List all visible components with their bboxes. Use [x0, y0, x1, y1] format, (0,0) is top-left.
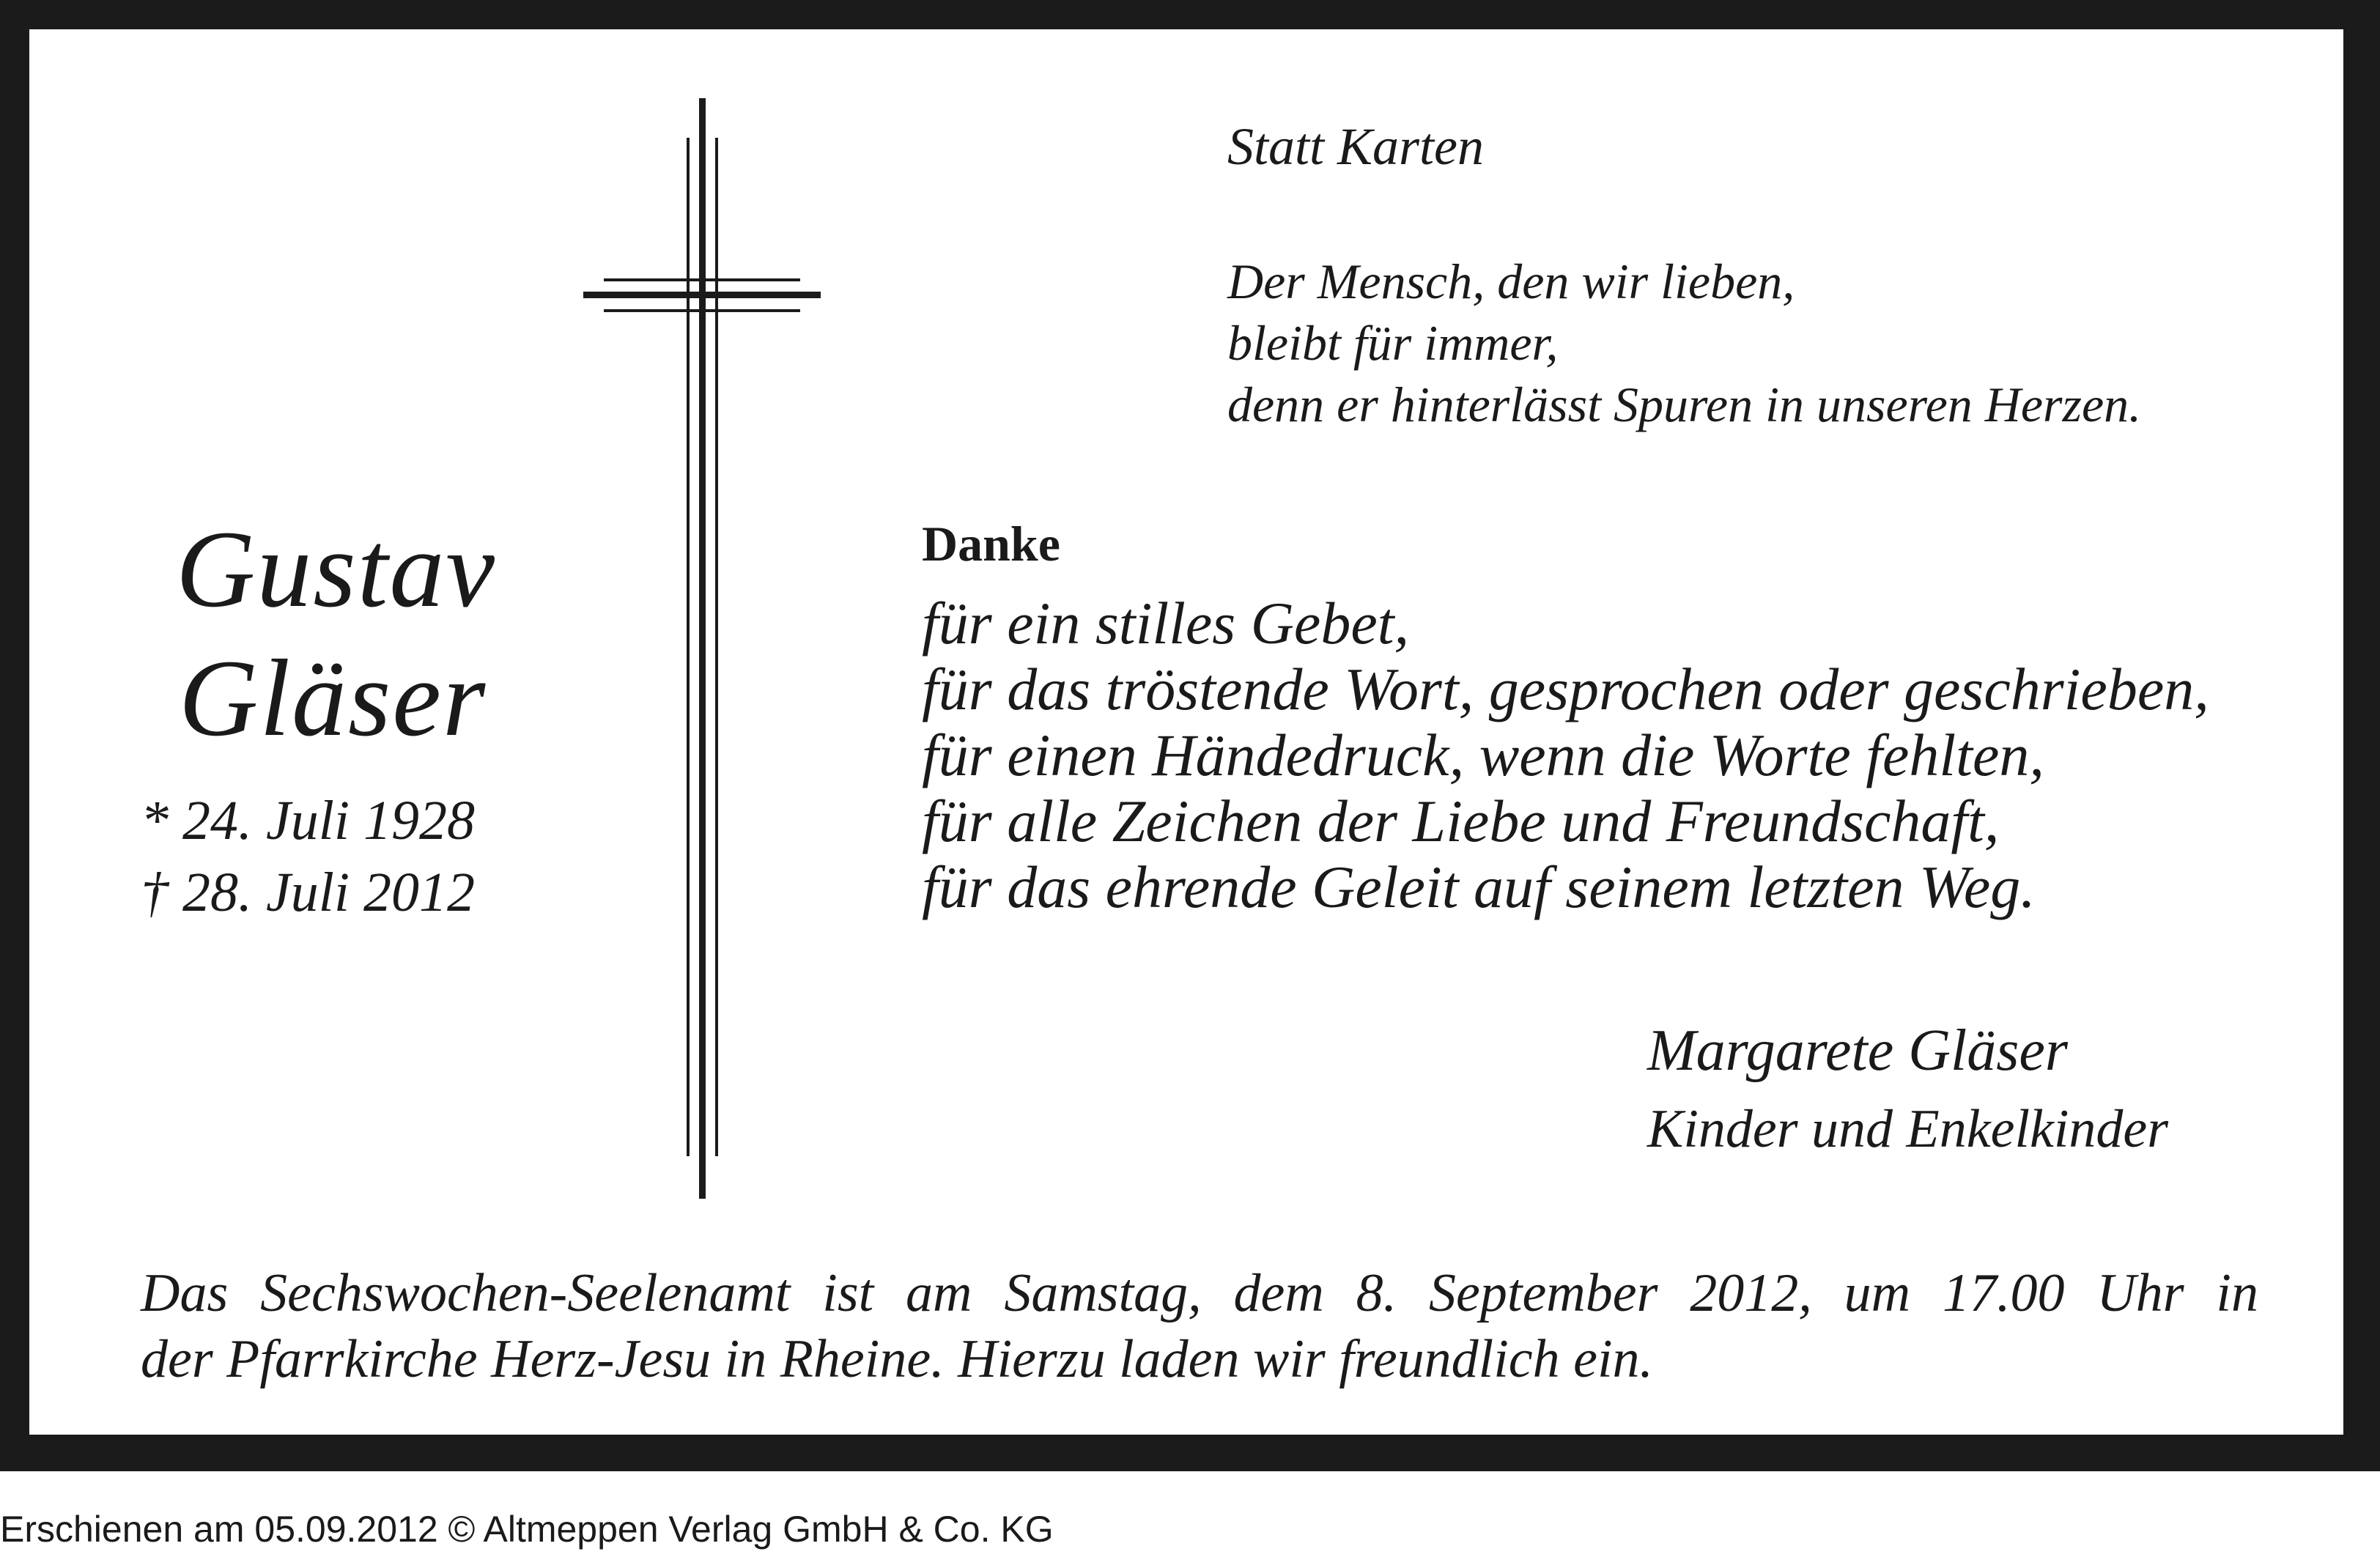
- birth-date: * 24. Juli 1928: [141, 790, 475, 851]
- thanks-line: für das ehrende Geleit auf seinem letzten Weg.: [922, 854, 2036, 920]
- service-line: Das Sechswochen-Seelenamt ist am Samstag, dem 8. September 2012, um 17.00 Uhr in: [141, 1263, 2258, 1323]
- publication-footer: Erschienen am 05.09.2012 © Altmeppen Verlag GmbH & Co. KG: [0, 1509, 1054, 1550]
- death-date: † 28. Juli 2012: [141, 862, 475, 923]
- obituary-notice: [26, 26, 2346, 1438]
- signer-name: Margarete Gläser: [1647, 1018, 2068, 1083]
- motto-line: bleibt für immer,: [1227, 315, 1559, 371]
- motto-line: Der Mensch, den wir lieben,: [1227, 254, 1795, 309]
- thanks-line: für einen Händedruck, wenn die Worte fehlten,: [922, 722, 2044, 788]
- service-line: der Pfarrkirche Herz-Jesu in Rheine. Hierzu laden wir freundlich ein.: [141, 1329, 1654, 1389]
- thanks-line: für alle Zeichen der Liebe und Freundschaft,: [922, 788, 2000, 854]
- thanks-heading: Danke: [922, 516, 1060, 572]
- thanks-line: für das tröstende Wort, gesprochen oder geschrieben,: [922, 656, 2209, 722]
- notice-header: Statt Karten: [1227, 117, 1485, 176]
- deceased-last-name: Gläser: [179, 637, 487, 759]
- deceased-first-name: Gustav: [176, 508, 496, 630]
- motto-line: denn er hinterlässt Spuren in unseren Herzen.: [1227, 377, 2142, 432]
- thanks-line: für ein stilles Gebet,: [922, 590, 1410, 657]
- signer-family: Kinder und Enkelkinder: [1647, 1099, 2169, 1159]
